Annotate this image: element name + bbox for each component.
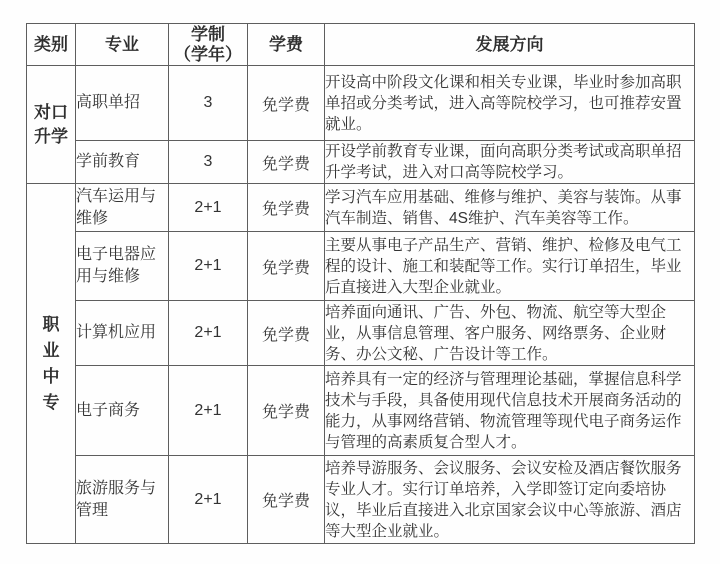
table-row bbox=[27, 301, 695, 366]
header-duration-line1: 学制 bbox=[191, 24, 225, 44]
major-cell: 学前教育 bbox=[76, 141, 169, 184]
direction-cell: 主要从事电子产品生产、营销、维护、检修及电气工程的设计、施工和装配等工作。实行订单招生，毕业后直接进入大型企业就业。 bbox=[325, 232, 695, 301]
tuition-cell: 免学费 bbox=[248, 456, 325, 544]
duration-cell: 2+1 bbox=[169, 184, 248, 232]
duration-cell: 2+1 bbox=[169, 301, 248, 366]
direction-cell: 培养面向通讯、广告、外包、物流、航空等大型企业，从事信息管理、客户服务、网络票务、企业财务、办公文秘、广告设计等工作。 bbox=[325, 301, 695, 366]
duration-cell: 2+1 bbox=[169, 232, 248, 301]
header-row bbox=[27, 24, 695, 66]
header-major: 专业 bbox=[76, 24, 169, 66]
category-cell-zhiye bbox=[27, 184, 76, 544]
table-row bbox=[27, 66, 695, 141]
direction-cell: 培养导游服务、会议服务、会议安检及酒店餐饮服务专业人才。实行订单培养，入学即签订定向委培协议，毕业后直接进入北京国家会议中心等旅游、酒店等大型企业就业。 bbox=[325, 456, 695, 544]
header-direction: 发展方向 bbox=[325, 24, 695, 66]
table-row bbox=[27, 366, 695, 456]
duration-cell: 3 bbox=[169, 141, 248, 184]
table-row bbox=[27, 141, 695, 184]
tuition-cell: 免学费 bbox=[248, 66, 325, 141]
duration-cell: 2+1 bbox=[169, 456, 248, 544]
major-cell: 高职单招 bbox=[76, 66, 169, 141]
major-cell: 旅游服务与管理 bbox=[76, 456, 169, 544]
table-row bbox=[27, 456, 695, 544]
duration-cell: 2+1 bbox=[169, 366, 248, 456]
major-cell: 电子电器应用与维修 bbox=[76, 232, 169, 301]
major-cell: 汽车运用与维修 bbox=[76, 184, 169, 232]
direction-cell: 培养具有一定的经济与管理理论基础，掌握信息科学技术与手段，具备使用现代信息技术开展商务活动的能力，从事网络营销、物流管理等现代电子商务运作与管理的高素质复合型人才。 bbox=[325, 366, 695, 456]
tuition-cell: 免学费 bbox=[248, 141, 325, 184]
tuition-cell: 免学费 bbox=[248, 366, 325, 456]
programs-table bbox=[26, 23, 695, 544]
header-tuition: 学费 bbox=[248, 24, 325, 66]
direction-cell: 开设学前教育专业课，面向高职分类考试或高职单招升学考试，进入对口高等院校学习。 bbox=[325, 141, 695, 184]
header-duration-line2: （学年） bbox=[174, 44, 242, 64]
header-duration bbox=[169, 24, 248, 66]
direction-cell: 开设高中阶段文化课和相关专业课，毕业时参加高职单招或分类考试，进入高等院校学习，也可推荐安置就业。 bbox=[325, 66, 695, 141]
table-row bbox=[27, 232, 695, 301]
header-category: 类别 bbox=[27, 24, 76, 66]
tuition-cell: 免学费 bbox=[248, 184, 325, 232]
category-label: 职业中专 bbox=[42, 314, 60, 412]
category-label: 对口升学 bbox=[33, 102, 68, 146]
duration-cell: 3 bbox=[169, 66, 248, 141]
category-cell-duikou bbox=[27, 66, 76, 184]
tuition-cell: 免学费 bbox=[248, 232, 325, 301]
major-cell: 电子商务 bbox=[76, 366, 169, 456]
tuition-cell: 免学费 bbox=[248, 301, 325, 366]
major-cell: 计算机应用 bbox=[76, 301, 169, 366]
direction-cell: 学习汽车应用基础、维修与维护、美容与装饰。从事汽车制造、销售、4S维护、汽车美容等工作。 bbox=[325, 184, 695, 232]
table-row bbox=[27, 184, 695, 232]
